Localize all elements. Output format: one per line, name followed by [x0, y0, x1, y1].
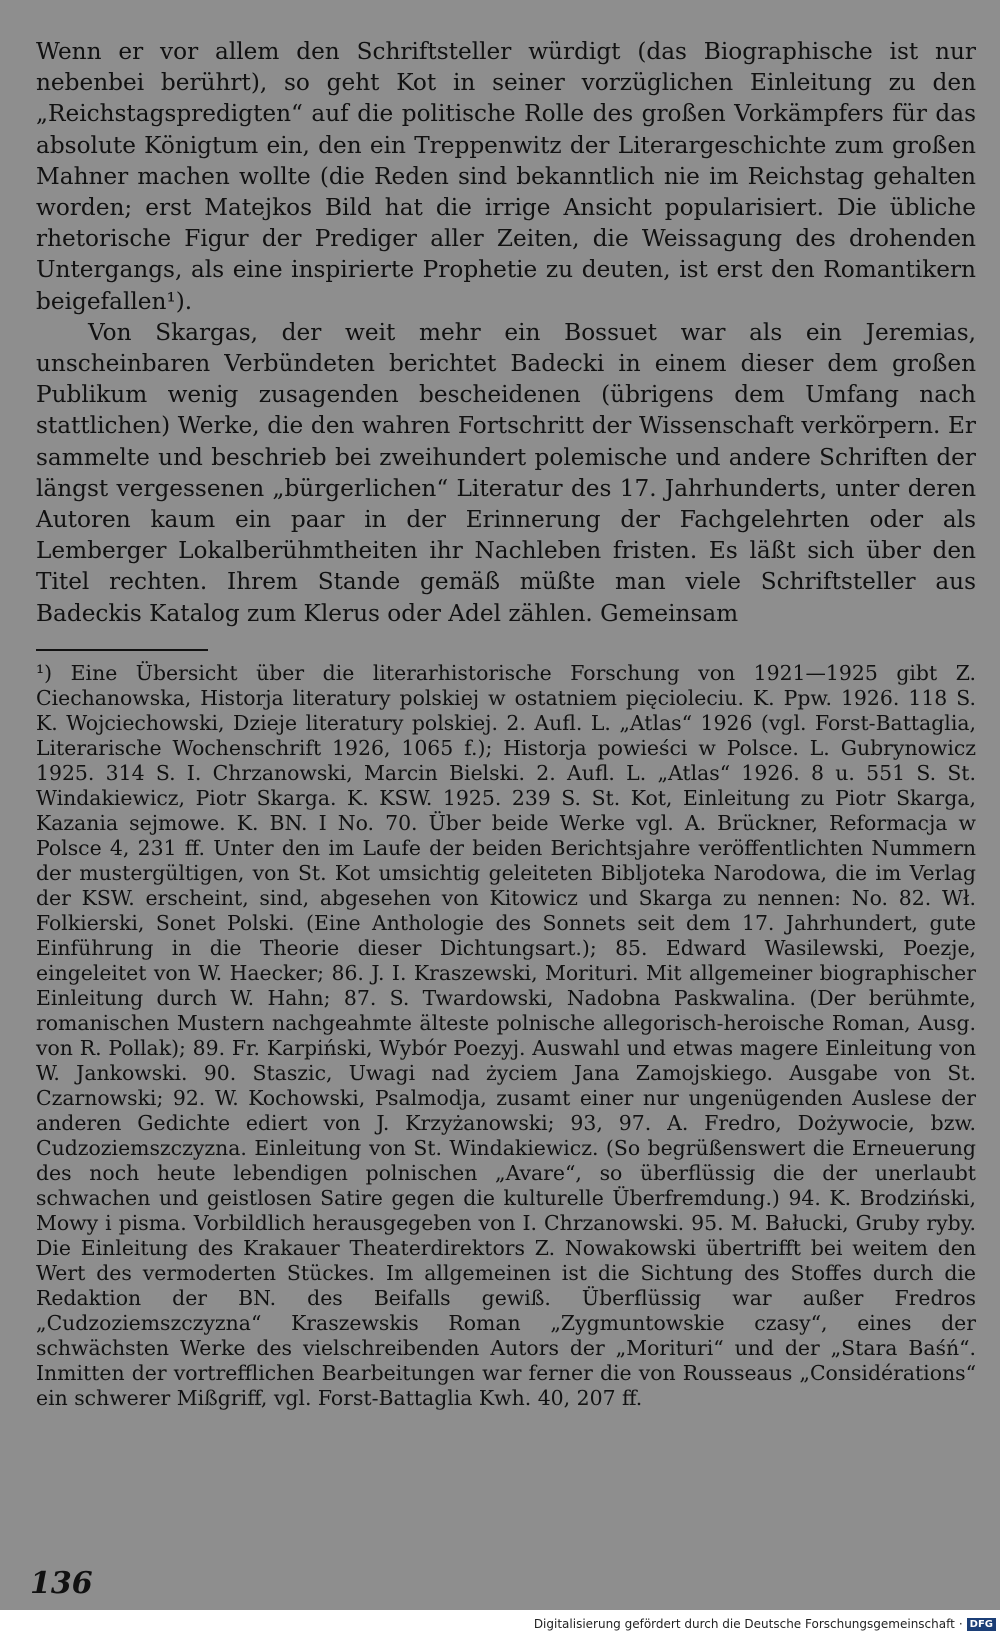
paragraph-2: Von Skargas, der weit mehr ein Bossuet war als ein Jeremias, unscheinbaren Verbündeten berichtet Badecki in einem dieser dem großen Publikum wenig zusagenden bescheidenen (übrigens dem Umfang nach stattlichen) Werke, die den wahren Fortschritt der Wissenschaft verkörpern. Er sammelte und beschrieb bei zweihundert polemische und andere Schriften der längst vergessenen „bürgerlichen“ Literatur des 17. Jahrhunderts, unter deren Autoren kaum ein paar in der Erinnerung der Fachgelehrten oder als Lemberger Lokalberühmtheiten ihr Nachleben fristen. Es läßt sich über den Titel rechten. Ihrem Stande gemäß müßte man viele Schriftsteller aus Badeckis Katalog zum Klerus oder Adel zählen. Gemeinsam [36, 318, 976, 627]
digitization-credit: Digitalisierung gefördert durch die Deutsche Forschungsgemeinschaft · DFG [534, 1617, 996, 1631]
credit-text: Digitalisierung gefördert durch die Deutsche Forschungsgemeinschaft [533, 1617, 955, 1631]
page-number: 136 [30, 1566, 93, 1601]
footnotes [36, 661, 976, 1411]
footnote-1: ¹) Eine Übersicht über die literarhistorische Forschung von 1921—1925 gibt Z. Ciechanowska, Historja literatury polskiej w ostatniem pięcioleciu. K. Ppw. 1926. 118 S. K. Wojciechowski, Dzieje literatury polskiej. 2. Aufl. L. „Atlas“ 1926 (vgl. Forst-Battaglia, Literarische Wochenschrift 1926, 1065 f.); Historja powieści w Polsce. L. Gubrynowicz 1925. 314 S. I. Chrzanowski, Marcin Bielski. 2. Aufl. L. „Atlas“ 1926. 8 u. 551 S. St. Windakiewicz, Piotr Skarga. K. KSW. 1925. 239 S. St. Kot, Einleitung zu Piotr Skarga, Kazania sejmowe. K. BN. I No. 70. Über beide Werke vgl. A. Brückner, Reformacja w Polsce 4, 231 ff. Unter den im Laufe der beiden Berichtsjahre veröffentlichten Nummern der mustergültigen, von St. Kot umsichtig geleiteten Bibljoteka Narodowa, die im Verlag der KSW. erscheint, sind, abgesehen von Kitowicz und Skarga zu nennen: No. 82. Wł. Folkierski, Sonet Polski. (Eine Anthologie des Sonnets seit dem 17. Jahrhundert, gute Einführung in die Theorie dieser Dichtungsart.); 85. Edward Wasilewski, Poezje, eingeleitet von W. Haecker; 86. J. I. Kraszewski, Morituri. Mit allgemeiner biographischer Einleitung durch W. Hahn; 87. S. Twardowski, Nadobna Paskwalina. (Der berühmte, romanischen Mustern nachgeahmte älteste polnische allegorisch-heroische Roman, Ausg. von R. Pollak); 89. Fr. Karpiński, Wybór Poezyj. Auswahl und etwas magere Einleitung von W. Jankowski. 90. Staszic, Uwagi nad życiem Jana Zamojskiego. Ausgabe von St. Czarnowski; 92. W. Kochowski, Psalmodja, zusamt einer nur ungenügenden Auslese der anderen Gedichte ediert von J. Krzyżanowski; 93, 97. A. Fredro, Dożywocie, bzw. Cudzoziemszczyzna. Einleitung von St. Windakiewicz. (So begrüßenswert die Erneuerung des noch heute lebendigen polnischen „Avare“, so überflüssig die der unerlaubt schwachen und geistlosen Satire gegen die kulturelle Überfremdung.) 94. K. Brodziński, Mowy i pisma. Vorbildlich herausgegeben von I. Chrzanowski. 95. M. Bałucki, Gruby ryby. Die Einleitung des Krakauer Theaterdirektors Z. Nowakowski übertrifft bei weitem den Wert des vermoderten Stückes. Im allgemeinen ist die Sichtung des Stoffes durch die Redaktion der BN. des Beifalls gewiß. Überflüssig war außer Fredros „Cudzoziemszczyzna“ Kraszewskis Roman „Zygmuntowskie czasy“, eines der schwächsten Werke des vielschreibenden Autors der „Morituri“ und der „Stara Baśń“. Inmitten der vortrefflichen Bearbeitungen war ferner die von Rousseaus „Considérations“ ein schwerer Mißgriff, vgl. Forst-Battaglia Kwh. 40, 207 ff. [36, 660, 976, 1410]
paragraph-1: Wenn er vor allem den Schriftsteller würdigt (das Biographische ist nur nebenbei berührt), so geht Kot in seiner vorzüglichen Einleitung zu den „Reichstagspredigten“ auf die politische Rolle des großen Vorkämpfers für das absolute Königtum ein, den ein Treppenwitz der Literargeschichte zum großen Mahner machen wollte (die Reden sind bekanntlich nie im Reichstag gehalten worden; erst Matejkos Bild hat die irrige Ansicht popularisiert. Die übliche rhetorische Figur der Prediger aller Zeiten, die Weissagung des drohenden Untergangs, als eine inspirierte Prophetie zu deuten, ist erst den Romantikern beigefallen¹). [36, 38, 976, 315]
footnote-rule [36, 649, 208, 651]
dfg-logo: DFG [967, 1618, 996, 1631]
page-content [36, 36, 976, 1411]
body-text [36, 36, 976, 629]
